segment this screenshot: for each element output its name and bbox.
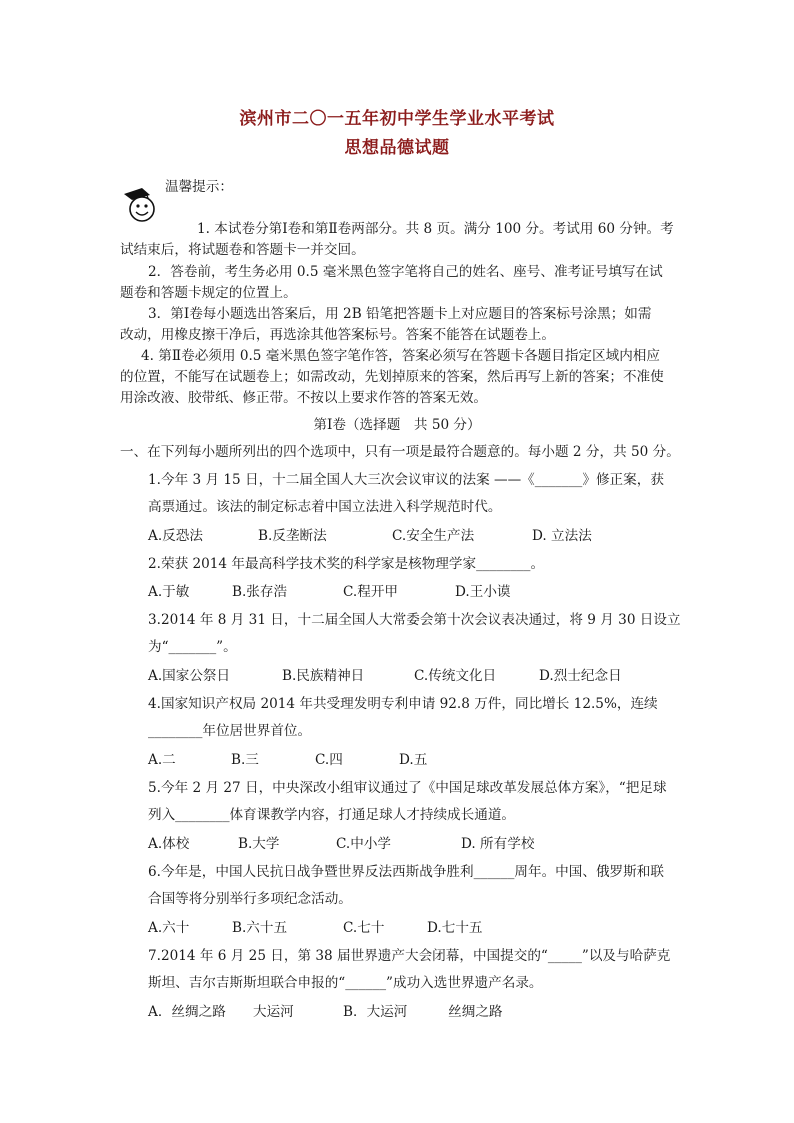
- q4-option-a: A.二: [148, 752, 176, 768]
- notice-heading: 温馨提示：: [165, 179, 233, 195]
- q3-option-d: D.烈士纪念日: [539, 668, 622, 684]
- q6-option-b: B.六十五: [232, 920, 288, 936]
- q1-option-c: C.安全生产法: [392, 528, 475, 544]
- q5-option-c: C.中小学: [336, 836, 392, 852]
- q7-option-a: A．丝绸之路 大运河: [148, 1004, 294, 1020]
- q4-option-b: B.三: [231, 752, 259, 768]
- q6-option-a: A.六十: [148, 920, 190, 936]
- q1-option-d: D. 立法法: [532, 528, 592, 544]
- q1-option-a: A.反恐法: [148, 528, 203, 544]
- notice-line: 3．第Ⅰ卷每小题选出答案后，用 2B 铅笔把答题卡上对应题目的答案标号涂黑；如需: [148, 306, 652, 322]
- question-3-stem: 3.2014 年 8 月 31 日，十二届全国人大常委会第十次会议表决通过，将 9 月 30 日设立: [148, 612, 681, 628]
- question-3-stem: 为“_______”。: [148, 639, 237, 655]
- q2-option-c: C.程开甲: [343, 584, 399, 600]
- q4-option-d: D.五: [399, 752, 428, 768]
- question-6-stem: 合国等将分别举行多项纪念活动。: [148, 891, 352, 907]
- q5-option-a: A.体校: [148, 836, 190, 852]
- question-6-stem: 6.今年是，中国人民抗日战争暨世界反法西斯战争胜利______周年。中国、俄罗斯和联: [148, 864, 664, 880]
- q3-option-a: A.国家公祭日: [148, 668, 231, 684]
- question-4-stem: 4.国家知识产权局 2014 年共受理发明专利申请 92.8 万件，同比增长 12.5%，连续: [148, 696, 658, 712]
- notice-line: 1. 本试卷分第Ⅰ卷和第Ⅱ卷两部分。共 8 页。满分 100 分。考试用 60 分钟。考: [197, 221, 674, 237]
- question-1-stem: 1.今年 3 月 15 日，十二届全国人大三次会议审议的法案 ——《_______》修正案，获: [148, 472, 664, 488]
- q3-option-c: C.传统文化日: [414, 668, 497, 684]
- question-4-stem: ________年位居世界首位。: [148, 723, 312, 739]
- notice-line: 2．答卷前，考生务必用 0.5 毫米黑色签字笔将自己的姓名、座号、准考证号填写在试: [148, 264, 663, 280]
- question-2-stem: 2.荣获 2014 年最高科学技术奖的科学家是核物理学家________。: [148, 556, 545, 572]
- question-7-stem: 斯坦、吉尔吉斯斯坦联合申报的“______”成功入选世界遗产名录。: [148, 975, 543, 991]
- q7-option-b: B．大运河 丝绸之路: [343, 1004, 503, 1020]
- q2-option-a: A.于敏: [148, 584, 190, 600]
- question-1-stem: 高票通过。该法的制定标志着中国立法进入科学规范时代。: [148, 499, 502, 515]
- exam-subtitle: 思想品德试题: [344, 138, 450, 158]
- question-7-stem: 7.2014 年 6 月 25 日，第 38 届世界遗产大会闭幕，中国提交的“_____”以及与哈萨克: [148, 948, 671, 964]
- q5-option-b: B.大学: [238, 836, 280, 852]
- q2-option-b: B.张存浩: [232, 584, 288, 600]
- notice-line: 改动，用橡皮擦干净后，再选涂其他答案标号。答案不能答在试题卷上。: [120, 327, 555, 343]
- q4-option-c: C.四: [315, 752, 343, 768]
- notice-line: 4. 第Ⅱ卷必须用 0.5 毫米黑色签字笔作答，答案必须写在答题卡各题目指定区域内相应: [141, 348, 660, 364]
- notice-line: 试结束后，将试题卷和答题卡一并交回。: [120, 242, 365, 258]
- smiley-face-icon: [120, 186, 160, 224]
- notice-line: 用涂改液、胶带纸、修正带。不按以上要求作答的答案无效。: [120, 390, 488, 406]
- question-5-stem: 列入________体育课教学内容，打通足球人才持续成长通道。: [148, 807, 516, 823]
- question-5-stem: 5.今年 2 月 27 日，中央深改小组审议通过了《中国足球改革发展总体方案》，“把足球: [148, 780, 667, 796]
- q2-option-d: D.王小谟: [455, 584, 511, 600]
- q6-option-d: D.七十五: [427, 920, 483, 936]
- exam-title: 滨州市二〇一五年初中学生学业水平考试: [239, 109, 555, 129]
- section-instruction: 一、在下列每小题所列出的四个选项中，只有一项是最符合题意的。每小题 2 分，共 50 分。: [120, 444, 680, 460]
- notice-line: 题卷和答题卡规定的位置上。: [120, 285, 297, 301]
- q1-option-b: B.反垄断法: [258, 528, 327, 544]
- q3-option-b: B.民族精神日: [282, 668, 365, 684]
- section-heading: 第Ⅰ卷（选择题 共 50 分）: [313, 417, 481, 433]
- q6-option-c: C.七十: [343, 920, 385, 936]
- notice-line: 的位置，不能写在试题卷上；如需改动，先划掉原来的答案，然后再写上新的答案；不准使: [120, 369, 664, 385]
- q5-option-d: D. 所有学校: [461, 836, 535, 852]
